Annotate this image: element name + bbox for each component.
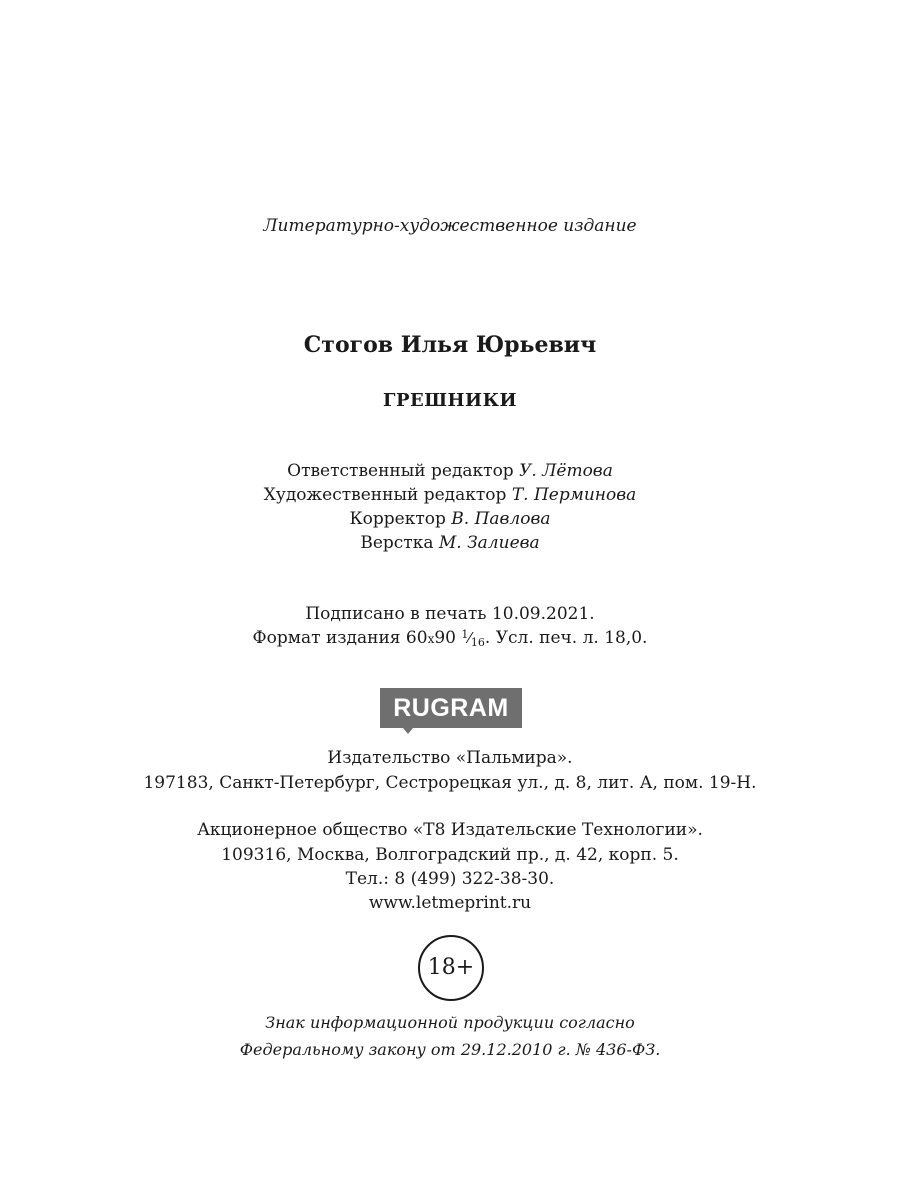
genre-label: Литературно-художественное издание — [263, 216, 637, 236]
credit-line — [0, 533, 900, 553]
printer-name: Акционерное общество «Т8 Издательские Технологии». — [197, 820, 703, 840]
printer-phone: Тел.: 8 (499) 322-38-30. — [345, 869, 555, 889]
printer-address: 109316, Москва, Волгоградский пр., д. 42, корп. 5. — [221, 845, 679, 865]
credit-role: Ответственный редактор — [287, 461, 514, 481]
logo-notch — [403, 728, 413, 734]
credit-role: Художественный редактор — [263, 485, 507, 505]
author-name: Стогов Илья Юрьевич — [303, 332, 597, 358]
credit-name: Т. Перминова — [511, 485, 637, 505]
book-title: ГРЕШНИКИ — [383, 390, 517, 411]
fraction-numerator: 1 — [461, 628, 469, 641]
credit-line — [0, 509, 900, 529]
format-fraction: $^1⁄_{16}$ — [461, 628, 485, 649]
printer-website: www.letmeprint.ru — [368, 893, 532, 913]
signed-to-print: Подписано в печать 10.09.2021. — [305, 604, 595, 624]
format-second: 90 — [434, 628, 456, 648]
credit-role: Корректор — [349, 509, 446, 529]
format-line — [0, 628, 900, 649]
law-notice-line-1: Знак информационной продукции согласно — [265, 1013, 635, 1032]
format-times: x — [427, 632, 435, 646]
law-notice-line-2: Федеральному закону от 29.12.2010 г. № 436-ФЗ. — [239, 1040, 661, 1059]
fraction-denominator: 16 — [470, 636, 485, 649]
credit-name: М. Залиева — [438, 533, 540, 553]
credit-name: У. Лётова — [519, 461, 613, 481]
format-suffix: . Усл. печ. л. 18,0. — [484, 628, 648, 648]
credit-role: Верстка — [360, 533, 434, 553]
credit-line — [0, 461, 900, 481]
age-rating-badge: 18+ — [418, 935, 484, 1001]
rugram-logo: RUGRAM — [380, 688, 522, 728]
credit-name: В. Павлова — [451, 509, 551, 529]
credit-line — [0, 485, 900, 505]
format-prefix: Формат издания 60 — [252, 628, 428, 648]
publisher-name: Издательство «Пальмира». — [327, 748, 573, 768]
publisher-address: 197183, Санкт-Петербург, Сестрорецкая ул., д. 8, лит. А, пом. 19-Н. — [143, 773, 757, 793]
